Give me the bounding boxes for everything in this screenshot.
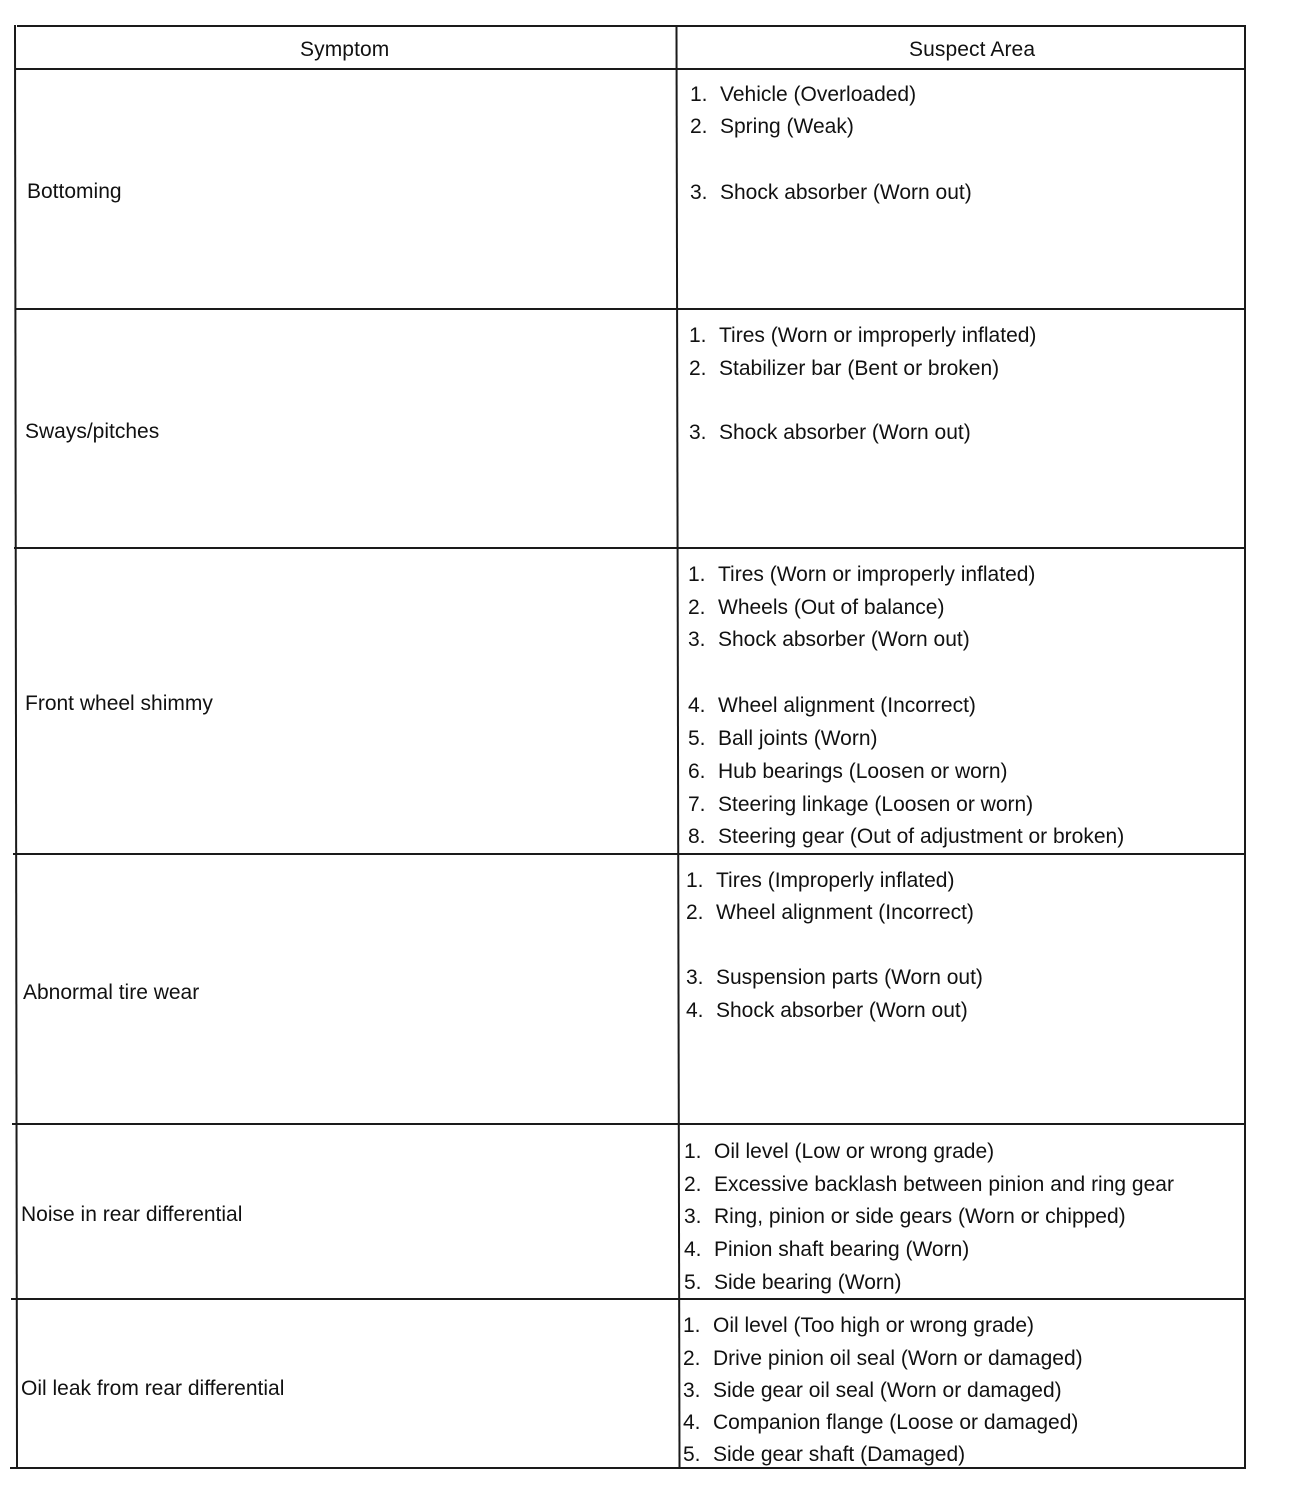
list-item: 2. Spring (Weak) [690, 115, 854, 138]
row-divider [12, 1123, 1246, 1125]
list-item: 2. Wheels (Out of balance) [688, 596, 945, 619]
list-item: 1. Vehicle (Overloaded) [690, 83, 917, 106]
header-suspect-area: Suspect Area [909, 38, 1036, 61]
list-item: 6. Hub bearings (Loosen or worn) [688, 760, 1008, 783]
list-item: 5. Side bearing (Worn) [684, 1271, 902, 1294]
header-symptom: Symptom [300, 38, 390, 61]
list-item: 4. Pinion shaft bearing (Worn) [684, 1238, 970, 1261]
list-item: 1. Oil level (Too high or wrong grade) [683, 1314, 1034, 1337]
list-item: 5. Ball joints (Worn) [688, 727, 878, 750]
list-item: 1. Tires (Improperly inflated) [686, 869, 955, 892]
symptom-sways-pitches: Sways/pitches [25, 420, 160, 443]
list-item: 4. Companion flange (Loose or damaged) [683, 1411, 1079, 1434]
row-divider [14, 547, 1246, 549]
table-bottom-border [10, 1467, 1245, 1469]
list-item: 1. Tires (Worn or improperly inflated) [688, 563, 1036, 586]
symptom-oil-leak-rear-differential: Oil leak from rear differential [21, 1377, 285, 1400]
list-item: 3. Suspension parts (Worn out) [686, 966, 983, 989]
list-item: 3. Side gear oil seal (Worn or damaged) [683, 1379, 1062, 1402]
list-item: 4. Wheel alignment (Incorrect) [688, 694, 976, 717]
list-item: 1. Oil level (Low or wrong grade) [684, 1140, 995, 1163]
list-item: 7. Steering linkage (Loosen or worn) [688, 793, 1034, 816]
list-item: 2. Excessive backlash between pinion and ring gear [684, 1173, 1174, 1196]
list-item: 4. Shock absorber (Worn out) [686, 999, 968, 1022]
list-item: 1. Tires (Worn or improperly inflated) [689, 324, 1037, 347]
list-item: 3. Shock absorber (Worn out) [690, 181, 972, 204]
row-divider [15, 308, 1246, 310]
row-divider [13, 853, 1246, 855]
list-item: 2. Wheel alignment (Incorrect) [686, 901, 974, 924]
list-item: 3. Shock absorber (Worn out) [689, 421, 971, 444]
list-item: 3. Shock absorber (Worn out) [688, 628, 970, 651]
symptom-noise-rear-differential: Noise in rear differential [21, 1203, 243, 1226]
symptom-bottoming: Bottoming [27, 180, 122, 203]
table-right-border [1244, 25, 1246, 1469]
symptom-front-wheel-shimmy: Front wheel shimmy [25, 692, 213, 715]
symptom-abnormal-tire-wear: Abnormal tire wear [23, 981, 200, 1004]
table-left-border [14, 25, 18, 1469]
list-item: 3. Ring, pinion or side gears (Worn or chipped) [684, 1205, 1126, 1228]
header-bottom-border [16, 68, 1246, 70]
table-top-border [17, 25, 1246, 27]
row-divider [11, 1298, 1245, 1300]
list-item: 8. Steering gear (Out of adjustment or broken) [688, 825, 1125, 848]
list-item: 2. Drive pinion oil seal (Worn or damaged) [683, 1347, 1083, 1370]
list-item: 2. Stabilizer bar (Bent or broken) [689, 357, 1000, 380]
column-divider [675, 25, 680, 1469]
list-item: 5. Side gear shaft (Damaged) [683, 1443, 966, 1466]
